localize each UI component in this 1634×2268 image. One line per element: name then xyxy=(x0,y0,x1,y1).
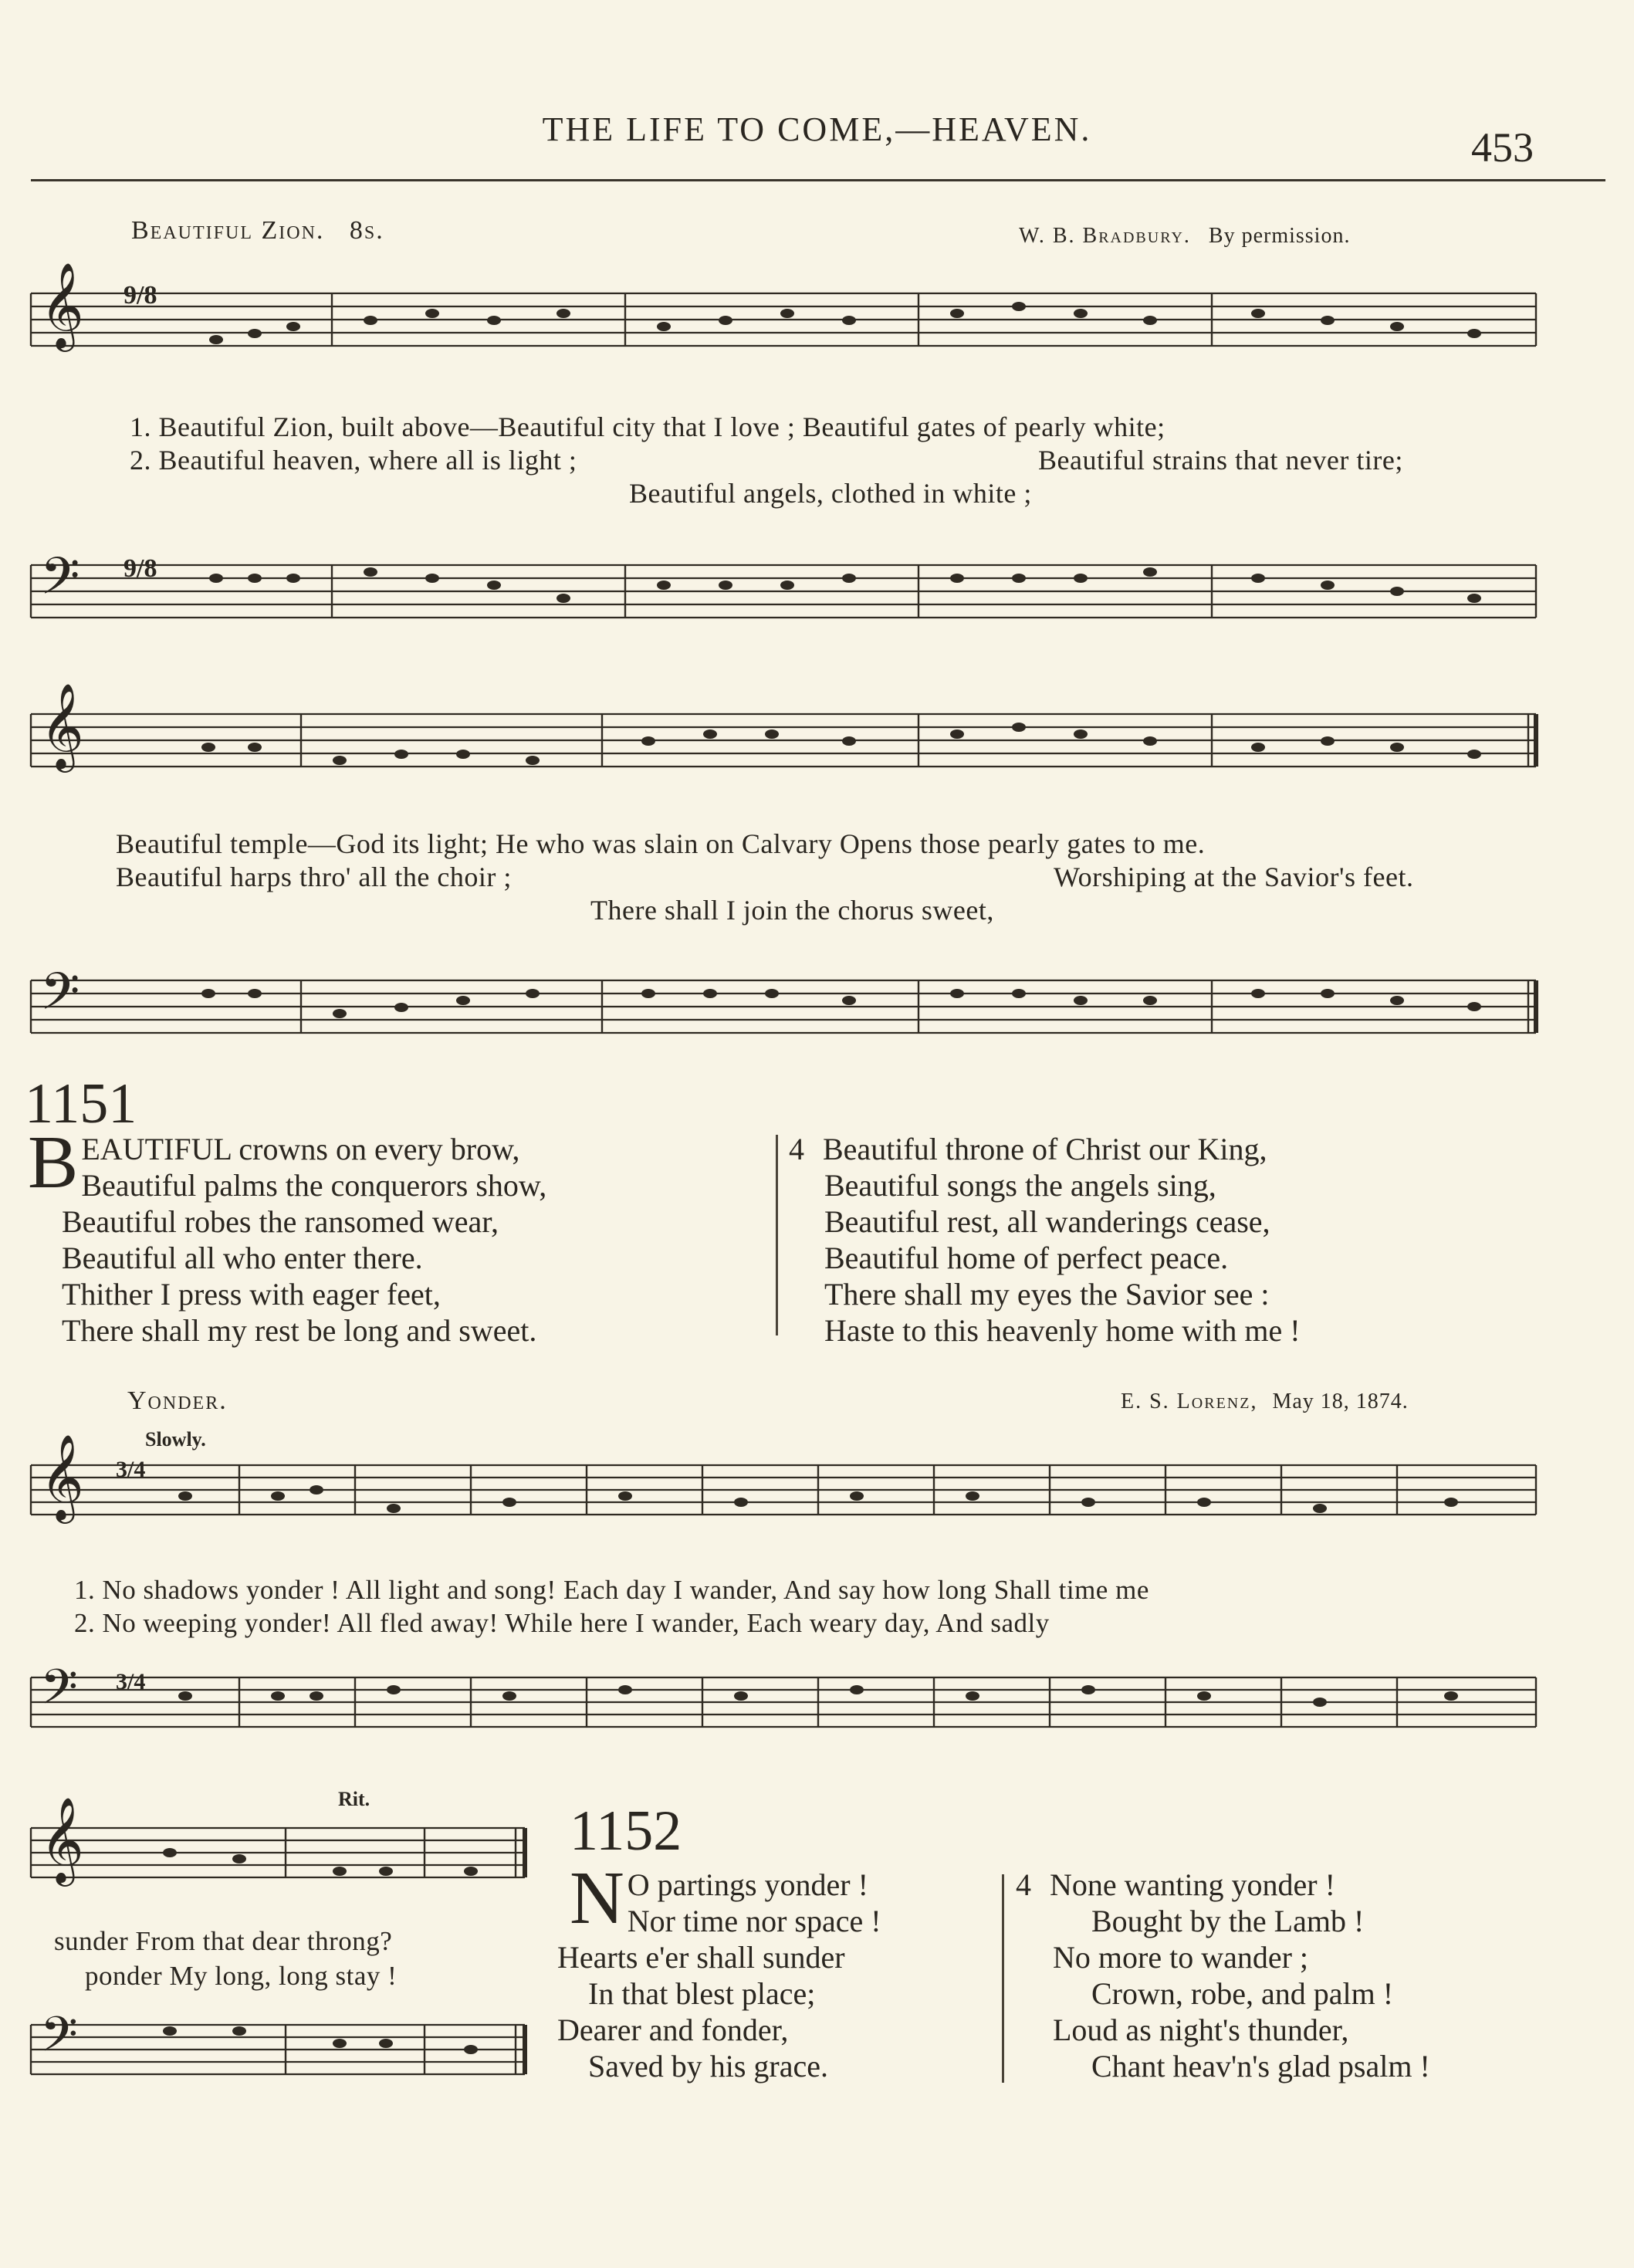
tempo-marking: Slowly. xyxy=(145,1428,206,1451)
composition-date: May 18, 1874. xyxy=(1272,1390,1409,1413)
stanza-line: Beautiful home of perfect peace. xyxy=(824,1241,1229,1275)
lyric-line: ponder My long, long stay ! xyxy=(85,1961,398,1991)
stanza-line: There shall my eyes the Savior see : xyxy=(824,1277,1270,1312)
stanza-number: 4 xyxy=(789,1132,804,1166)
hymn-number: 1152 xyxy=(570,1799,682,1863)
stanza-line: Thither I press with eager feet, xyxy=(62,1277,441,1312)
time-signature: 3/4 xyxy=(116,1669,146,1694)
drop-cap: N xyxy=(570,1857,624,1940)
treble-staff xyxy=(31,1814,525,1899)
lyric-line: 1. Beautiful Zion, built above—Beautiful city that I love ; Beautiful gates of pearly white; xyxy=(130,411,1165,442)
treble-staff xyxy=(31,278,1536,371)
stanza-line: Beautiful robes the ransomed wear, xyxy=(62,1204,499,1239)
staff-lines xyxy=(31,1677,1536,1727)
bass-staff xyxy=(31,1661,1536,1748)
column-divider xyxy=(1002,1874,1004,2083)
lyric-line: Beautiful harps thro' all the choir ; xyxy=(116,862,512,892)
treble-clef-icon: 𝄞 xyxy=(40,685,84,767)
time-signature: 3/4 xyxy=(116,1457,146,1482)
stanza-line: No more to wander ; xyxy=(1053,1940,1309,1975)
header-rule xyxy=(31,179,1605,181)
running-title: THE LIFE TO COME,—HEAVEN. xyxy=(542,110,1092,148)
stanza-4 xyxy=(1016,1867,1430,2084)
drop-cap: B xyxy=(28,1121,79,1204)
notes xyxy=(201,723,1481,765)
stanza-line: Beautiful rest, all wanderings cease, xyxy=(824,1204,1270,1239)
stanza-1 xyxy=(557,1857,881,2084)
treble-staff xyxy=(31,1451,1536,1536)
lyric-line: Beautiful temple—God its light; He who was slain on Calvary Opens those pearly gates to me. xyxy=(116,828,1206,859)
stanza-line: O partings yonder ! xyxy=(627,1867,868,1902)
lyric-line: 2. Beautiful heaven, where all is light ; xyxy=(130,445,577,476)
notes xyxy=(209,567,1481,603)
stanza-line: None wanting yonder ! xyxy=(1050,1867,1335,1902)
stanza-line: Crown, robe, and palm ! xyxy=(1091,1976,1394,2011)
lyric-line: 1. No shadows yonder ! All light and song! Each day I wander, And say how long Shall time me xyxy=(74,1575,1149,1605)
stanza-line: Chant heav'n's glad psalm ! xyxy=(1091,2049,1430,2084)
stanza-line: Beautiful palms the conquerors show, xyxy=(81,1168,547,1203)
stanza-line: In that blest place; xyxy=(588,1976,816,2011)
stanza-1 xyxy=(28,1121,753,1349)
stanza-line: Beautiful songs the angels sing, xyxy=(824,1168,1216,1203)
stanza-line: Saved by his grace. xyxy=(588,2049,829,2084)
bass-clef-icon: 𝄢 xyxy=(40,1661,78,1726)
stanza-line: Hearts e'er shall sunder xyxy=(557,1940,845,1975)
stanza-line: Haste to this heavenly home with me ! xyxy=(824,1313,1301,1348)
tune-title: Yonder. xyxy=(127,1386,228,1415)
lyric-line: 2. No weeping yonder! All fled away! While here I wander, Each weary day, And sadly xyxy=(74,1608,1050,1638)
stanza-number: 4 xyxy=(1016,1867,1031,1902)
composer: W. B. Bradbury. xyxy=(1019,224,1191,248)
composer: E. S. Lorenz, xyxy=(1121,1390,1258,1413)
tune-credit xyxy=(1121,1390,1409,1414)
bass-clef-icon: 𝄢 xyxy=(40,550,80,618)
staff-lines xyxy=(31,980,1536,1033)
ritardando-marking: Rit. xyxy=(338,1788,370,1810)
stanza-line: Beautiful all who enter there. xyxy=(62,1241,423,1275)
lyric-line: Worshiping at the Savior's feet. xyxy=(1054,862,1414,892)
treble-clef-icon: 𝄞 xyxy=(40,264,84,347)
treble-staff xyxy=(31,699,1536,791)
page-number: 453 xyxy=(1471,124,1534,171)
staff-lines xyxy=(31,2025,525,2074)
stanza-line: Beautiful throne of Christ our King, xyxy=(823,1132,1267,1166)
bass-clef-icon: 𝄢 xyxy=(40,965,80,1033)
stanza-line: EAUTIFUL crowns on every brow, xyxy=(81,1132,520,1166)
lyric-line: Beautiful angels, clothed in white ; xyxy=(629,478,1032,509)
tune-meter: 8s. xyxy=(349,216,384,245)
stanza-line: Bought by the Lamb ! xyxy=(1091,1904,1365,1938)
bass-clef-icon: 𝄢 xyxy=(40,2009,78,2073)
tune-name: Beautiful Zion. xyxy=(131,216,325,245)
stanza-line: Dearer and fonder, xyxy=(557,2012,789,2047)
stanza-line: Loud as night's thunder, xyxy=(1053,2012,1349,2047)
stanza-line: Nor time nor space ! xyxy=(627,1904,881,1938)
lyric-line: There shall I join the chorus sweet, xyxy=(590,895,994,926)
staff-lines xyxy=(31,293,1536,346)
staff-lines xyxy=(31,565,1536,618)
tune-title xyxy=(131,216,384,245)
lyric-line: Beautiful strains that never tire; xyxy=(1038,445,1403,476)
stanza-4 xyxy=(789,1131,1301,1349)
stanza-line: There shall my rest be long and sweet. xyxy=(62,1313,537,1348)
notes xyxy=(209,302,1481,344)
bass-staff xyxy=(31,965,1536,1058)
time-signature: 9/8 xyxy=(123,554,157,583)
bass-staff xyxy=(31,550,1536,642)
tune-credit xyxy=(1019,224,1350,249)
bass-staff xyxy=(31,2011,525,2096)
column-divider xyxy=(776,1135,778,1335)
staff-lines xyxy=(31,1828,525,1877)
treble-clef-icon: 𝄞 xyxy=(40,1799,84,1881)
time-signature: 9/8 xyxy=(123,281,157,310)
hymn-number: 1151 xyxy=(25,1072,137,1136)
permission-note: By permission. xyxy=(1208,224,1351,248)
staff-lines xyxy=(31,714,1536,767)
staff-lines xyxy=(31,1465,1536,1515)
lyric-line: sunder From that dear throng? xyxy=(54,1926,393,1956)
treble-clef-icon: 𝄞 xyxy=(40,1436,84,1518)
